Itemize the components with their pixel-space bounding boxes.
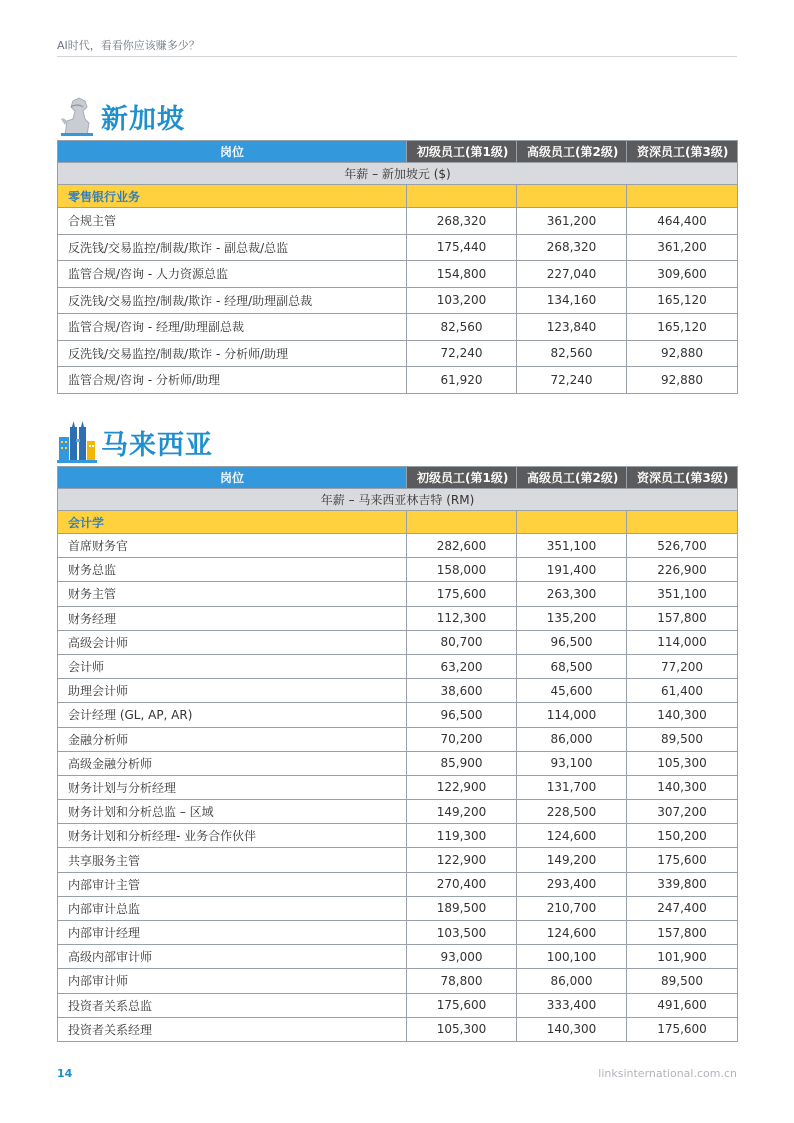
- salary-level-3-cell: 105,300: [627, 751, 738, 775]
- salary-level-2-cell: 82,560: [517, 340, 627, 367]
- table-row: [58, 630, 738, 654]
- table-row: [58, 367, 738, 394]
- currency-unit-row: [58, 489, 738, 511]
- merlion-icon: [57, 95, 97, 137]
- salary-level-3-cell: 165,120: [627, 287, 738, 314]
- table-row: [58, 969, 738, 993]
- salary-level-2-cell: 100,100: [517, 945, 627, 969]
- salary-level-1-cell: 38,600: [407, 679, 517, 703]
- salary-level-1-cell: 149,200: [407, 800, 517, 824]
- salary-level-3-cell: 307,200: [627, 800, 738, 824]
- table-row: [58, 896, 738, 920]
- salary-level-2-cell: 72,240: [517, 367, 627, 394]
- position-name-cell: 财务计划和分析总监 – 区域: [58, 800, 407, 824]
- salary-level-1-cell: 175,600: [407, 993, 517, 1017]
- table-row: [58, 1017, 738, 1041]
- salary-level-2-cell: 135,200: [517, 606, 627, 630]
- position-name-cell: 投资者关系总监: [58, 993, 407, 1017]
- salary-level-2-cell: 124,600: [517, 921, 627, 945]
- table-row: [58, 679, 738, 703]
- salary-level-3-cell: 140,300: [627, 703, 738, 727]
- salary-level-3-cell: 226,900: [627, 558, 738, 582]
- salary-level-1-cell: 105,300: [407, 1017, 517, 1041]
- column-header-position: 岗位: [58, 141, 407, 163]
- position-name-cell: 监管合规/咨询 - 分析师/助理: [58, 367, 407, 394]
- salary-level-2-cell: 93,100: [517, 751, 627, 775]
- salary-level-3-cell: 157,800: [627, 921, 738, 945]
- position-name-cell: 监管合规/咨询 - 经理/助理副总裁: [58, 314, 407, 341]
- salary-level-1-cell: 93,000: [407, 945, 517, 969]
- salary-level-1-cell: 175,440: [407, 234, 517, 261]
- salary-level-1-cell: 72,240: [407, 340, 517, 367]
- table-row: [58, 534, 738, 558]
- salary-level-2-cell: 293,400: [517, 872, 627, 896]
- table-row: [58, 582, 738, 606]
- salary-level-2-cell: 268,320: [517, 234, 627, 261]
- salary-level-1-cell: 112,300: [407, 606, 517, 630]
- section-title-malaysia: [57, 420, 213, 464]
- table-header-row: [58, 141, 738, 163]
- position-name-cell: 财务总监: [58, 558, 407, 582]
- salary-level-3-cell: 464,400: [627, 208, 738, 235]
- salary-level-2-cell: 86,000: [517, 727, 627, 751]
- table-row: [58, 558, 738, 582]
- table-row: [58, 314, 738, 341]
- city-skyline-icon: [57, 421, 97, 463]
- salary-level-3-cell: 491,600: [627, 993, 738, 1017]
- salary-level-1-cell: 175,600: [407, 582, 517, 606]
- salary-level-3-cell: 89,500: [627, 969, 738, 993]
- salary-level-1-cell: 78,800: [407, 969, 517, 993]
- salary-level-2-cell: 351,100: [517, 534, 627, 558]
- table-row: [58, 848, 738, 872]
- salary-level-1-cell: 103,500: [407, 921, 517, 945]
- salary-level-2-cell: 361,200: [517, 208, 627, 235]
- position-name-cell: 高级金融分析师: [58, 751, 407, 775]
- salary-table-singapore: [57, 140, 738, 394]
- category-row: [58, 185, 738, 208]
- position-name-cell: 反洗钱/交易监控/制裁/欺诈 - 分析师/助理: [58, 340, 407, 367]
- salary-level-2-cell: 123,840: [517, 314, 627, 341]
- salary-level-3-cell: 175,600: [627, 1017, 738, 1041]
- salary-level-1-cell: 85,900: [407, 751, 517, 775]
- position-name-cell: 反洗钱/交易监控/制裁/欺诈 - 副总裁/总监: [58, 234, 407, 261]
- position-name-cell: 财务主管: [58, 582, 407, 606]
- salary-level-2-cell: 45,600: [517, 679, 627, 703]
- salary-level-3-cell: 351,100: [627, 582, 738, 606]
- salary-level-3-cell: 114,000: [627, 630, 738, 654]
- salary-level-2-cell: 114,000: [517, 703, 627, 727]
- category-empty-cell: [517, 185, 627, 208]
- position-name-cell: 反洗钱/交易监控/制裁/欺诈 - 经理/助理副总裁: [58, 287, 407, 314]
- salary-level-2-cell: 149,200: [517, 848, 627, 872]
- column-header-level-1: 初级员工(第1级): [407, 467, 517, 489]
- salary-level-3-cell: 165,120: [627, 314, 738, 341]
- salary-level-2-cell: 124,600: [517, 824, 627, 848]
- salary-table-malaysia: [57, 466, 738, 1042]
- category-empty-cell: [627, 511, 738, 534]
- salary-level-1-cell: 96,500: [407, 703, 517, 727]
- position-name-cell: 高级内部审计师: [58, 945, 407, 969]
- footer-website: linksinternational.com.cn: [598, 1067, 737, 1080]
- table-row: [58, 800, 738, 824]
- table-row: [58, 775, 738, 799]
- salary-level-3-cell: 309,600: [627, 261, 738, 288]
- salary-level-2-cell: 96,500: [517, 630, 627, 654]
- salary-level-1-cell: 119,300: [407, 824, 517, 848]
- table-row: [58, 234, 738, 261]
- column-header-level-3: 资深员工(第3级): [627, 467, 738, 489]
- category-row: [58, 511, 738, 534]
- position-name-cell: 投资者关系经理: [58, 1017, 407, 1041]
- salary-level-2-cell: 333,400: [517, 993, 627, 1017]
- salary-level-2-cell: 131,700: [517, 775, 627, 799]
- salary-level-2-cell: 210,700: [517, 896, 627, 920]
- category-label: 会计学: [58, 511, 407, 534]
- table-row: [58, 340, 738, 367]
- table-row: [58, 287, 738, 314]
- table-row: [58, 606, 738, 630]
- salary-level-1-cell: 122,900: [407, 848, 517, 872]
- position-name-cell: 合规主管: [58, 208, 407, 235]
- position-name-cell: 财务计划和分析经理- 业务合作伙伴: [58, 824, 407, 848]
- salary-level-3-cell: 92,880: [627, 340, 738, 367]
- category-empty-cell: [627, 185, 738, 208]
- category-empty-cell: [407, 185, 517, 208]
- salary-level-3-cell: 61,400: [627, 679, 738, 703]
- currency-unit-label: 年薪 – 马来西亚林吉特 (RM): [58, 489, 738, 511]
- table-row: [58, 993, 738, 1017]
- section-title-text: 马来西亚: [101, 429, 213, 461]
- column-header-level-2: 高级员工(第2级): [517, 141, 627, 163]
- category-empty-cell: [517, 511, 627, 534]
- salary-level-3-cell: 339,800: [627, 872, 738, 896]
- position-name-cell: 监管合规/咨询 - 人力资源总监: [58, 261, 407, 288]
- salary-level-2-cell: 263,300: [517, 582, 627, 606]
- table-row: [58, 921, 738, 945]
- position-name-cell: 金融分析师: [58, 727, 407, 751]
- salary-level-1-cell: 158,000: [407, 558, 517, 582]
- category-empty-cell: [407, 511, 517, 534]
- table-row: [58, 824, 738, 848]
- salary-level-3-cell: 526,700: [627, 534, 738, 558]
- position-name-cell: 共享服务主管: [58, 848, 407, 872]
- header-divider: [57, 56, 737, 57]
- salary-level-2-cell: 228,500: [517, 800, 627, 824]
- table-row: [58, 751, 738, 775]
- salary-level-1-cell: 122,900: [407, 775, 517, 799]
- position-name-cell: 内部审计经理: [58, 921, 407, 945]
- salary-level-3-cell: 361,200: [627, 234, 738, 261]
- salary-level-2-cell: 68,500: [517, 654, 627, 678]
- currency-unit-row: [58, 163, 738, 185]
- position-name-cell: 内部审计总监: [58, 896, 407, 920]
- page-number: 14: [57, 1067, 73, 1080]
- salary-level-1-cell: 80,700: [407, 630, 517, 654]
- table-row: [58, 654, 738, 678]
- salary-level-3-cell: 77,200: [627, 654, 738, 678]
- salary-level-2-cell: 191,400: [517, 558, 627, 582]
- salary-level-1-cell: 268,320: [407, 208, 517, 235]
- table-row: [58, 208, 738, 235]
- salary-level-1-cell: 82,560: [407, 314, 517, 341]
- salary-level-3-cell: 89,500: [627, 727, 738, 751]
- salary-level-3-cell: 150,200: [627, 824, 738, 848]
- column-header-level-1: 初级员工(第1级): [407, 141, 517, 163]
- salary-level-1-cell: 103,200: [407, 287, 517, 314]
- position-name-cell: 会计经理 (GL, AP, AR): [58, 703, 407, 727]
- salary-level-2-cell: 86,000: [517, 969, 627, 993]
- table-row: [58, 261, 738, 288]
- salary-level-3-cell: 157,800: [627, 606, 738, 630]
- salary-level-1-cell: 189,500: [407, 896, 517, 920]
- section-title-text: 新加坡: [101, 103, 185, 135]
- column-header-level-3: 资深员工(第3级): [627, 141, 738, 163]
- salary-level-3-cell: 140,300: [627, 775, 738, 799]
- position-name-cell: 财务计划与分析经理: [58, 775, 407, 799]
- salary-level-3-cell: 175,600: [627, 848, 738, 872]
- salary-level-1-cell: 154,800: [407, 261, 517, 288]
- table-row: [58, 727, 738, 751]
- column-header-position: 岗位: [58, 467, 407, 489]
- currency-unit-label: 年薪 – 新加坡元 ($): [58, 163, 738, 185]
- salary-level-1-cell: 282,600: [407, 534, 517, 558]
- position-name-cell: 内部审计师: [58, 969, 407, 993]
- position-name-cell: 助理会计师: [58, 679, 407, 703]
- salary-level-3-cell: 247,400: [627, 896, 738, 920]
- position-name-cell: 财务经理: [58, 606, 407, 630]
- position-name-cell: 会计师: [58, 654, 407, 678]
- position-name-cell: 高级会计师: [58, 630, 407, 654]
- salary-level-2-cell: 227,040: [517, 261, 627, 288]
- salary-level-3-cell: 101,900: [627, 945, 738, 969]
- category-label: 零售银行业务: [58, 185, 407, 208]
- salary-level-1-cell: 270,400: [407, 872, 517, 896]
- table-row: [58, 703, 738, 727]
- salary-level-1-cell: 63,200: [407, 654, 517, 678]
- column-header-level-2: 高级员工(第2级): [517, 467, 627, 489]
- salary-level-1-cell: 70,200: [407, 727, 517, 751]
- salary-level-2-cell: 140,300: [517, 1017, 627, 1041]
- position-name-cell: 首席财务官: [58, 534, 407, 558]
- salary-level-2-cell: 134,160: [517, 287, 627, 314]
- page-header: AI时代，看看你应该赚多少？: [57, 39, 200, 52]
- table-row: [58, 945, 738, 969]
- table-header-row: [58, 467, 738, 489]
- section-title-singapore: [57, 94, 185, 138]
- salary-level-1-cell: 61,920: [407, 367, 517, 394]
- salary-level-3-cell: 92,880: [627, 367, 738, 394]
- table-row: [58, 872, 738, 896]
- position-name-cell: 内部审计主管: [58, 872, 407, 896]
